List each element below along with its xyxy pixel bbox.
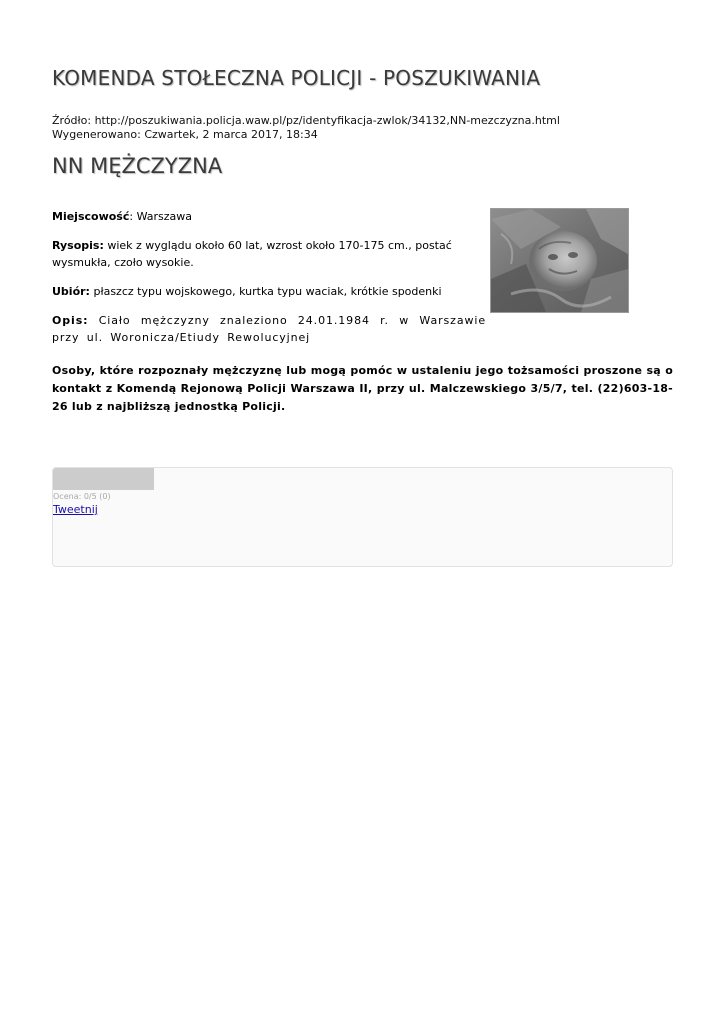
clothing-value: płaszcz typu wojskowego, kurtka typu waciak, krótkie spodenki (89, 285, 442, 298)
rating-stars[interactable] (53, 468, 154, 490)
circumstances-value: Ciało mężczyzny znaleziono 24.01.1984 r. w Warszawie przy ul. Woronicza/Etiudy Rewolucyjnej (52, 314, 486, 344)
person-photo (490, 208, 629, 313)
description-label: Rysopis: (52, 239, 104, 252)
description-value: wiek z wyglądu około 60 lat, wzrost około 170-175 cm., postać wysmukła, czoło wysokie. (52, 239, 452, 269)
person-title: NN MĘŻCZYZNA (52, 154, 223, 178)
person-photo-image (491, 209, 628, 312)
clothing-label: Ubiór: (52, 285, 90, 298)
site-title: KOMENDA STOŁECZNA POLICJI - POSZUKIWANIA (52, 66, 541, 90)
source-url: Źródło: http://poszukiwania.policja.waw.pl/pz/identyfikacja-zwlok/34132,NN-mezczyzna.html (52, 114, 560, 127)
circumstances-row (52, 312, 486, 346)
location-label: Miejscowość (52, 210, 130, 223)
document-meta (52, 114, 560, 142)
person-details (52, 208, 486, 358)
clothing-row (52, 283, 486, 300)
contact-notice: Osoby, które rozpoznały mężczyznę lub mogą pomóc w ustaleniu jego tożsamości proszone są o kontakt z Komendą Rejonową Policji Warszawa II, przy ul. Malczewskiego 3/5/7, tel. (22)603-18-26 lub z najbliższą jednostką Policji. (52, 364, 673, 413)
rating-widget (52, 467, 673, 567)
location-value: : Warszawa (129, 210, 192, 223)
rating-text: Ocena: 0/5 (0) (53, 492, 111, 501)
circumstances-label: Opis: (52, 314, 89, 327)
description-row (52, 237, 486, 271)
location-row (52, 208, 486, 225)
generated-date: Wygenerowano: Czwartek, 2 marca 2017, 18:34 (52, 128, 318, 141)
tweet-link[interactable]: Tweetnij (53, 503, 98, 516)
